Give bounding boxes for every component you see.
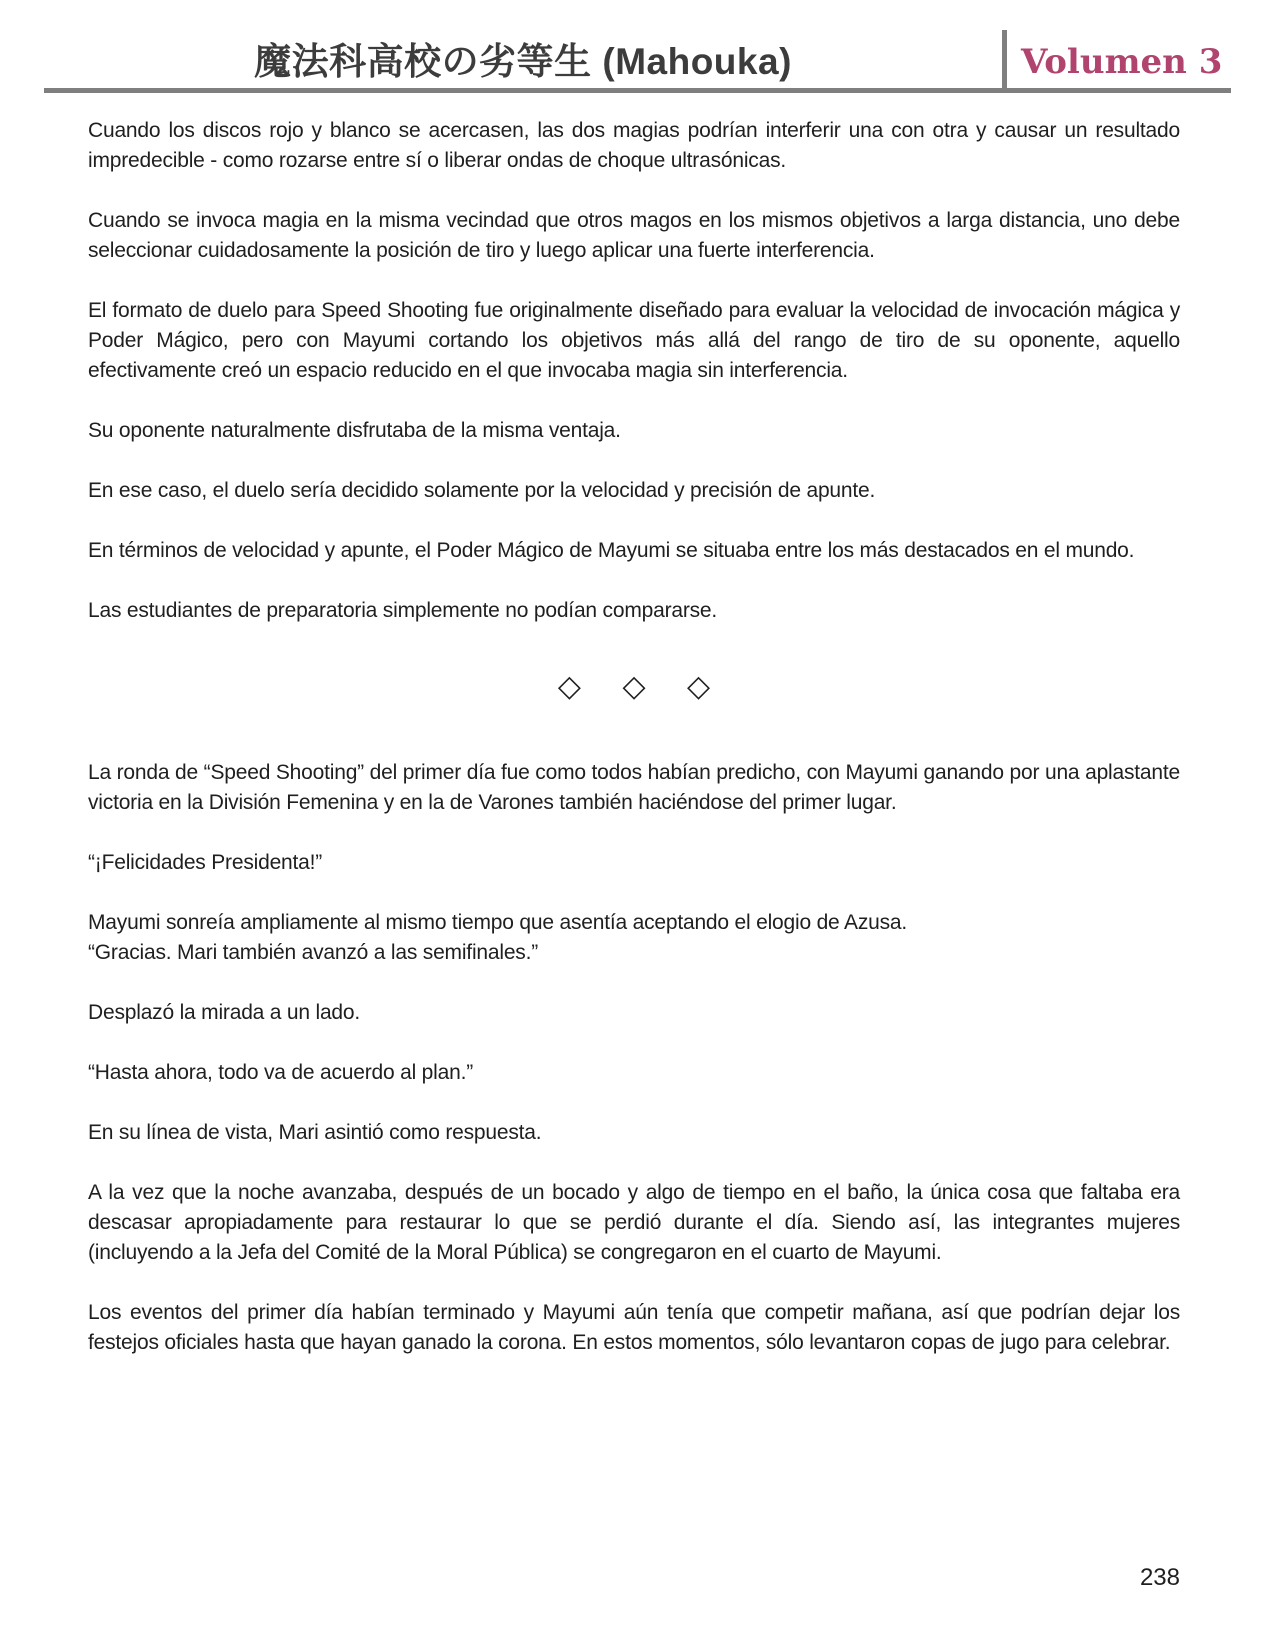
header-volume-cell — [1007, 42, 1231, 88]
paragraph: “Hasta ahora, todo va de acuerdo al plan.” — [88, 1061, 474, 1084]
paragraph: La ronda de “Speed Shooting” del primer día fue como todos habían predicho, con Mayumi ganando por una aplastante victoria en la División Femenina y en la de Varones también haciéndose del primer lugar. — [88, 761, 1180, 814]
volume-label: Volumen 3 — [1021, 42, 1223, 82]
paragraph: Mayumi sonreía ampliamente al mismo tiempo que asentía aceptando el elogio de Azusa. “Gracias. Mari también avanzó a las semifinales.” — [88, 911, 908, 964]
paragraph: Su oponente naturalmente disfrutaba de la misma ventaja. — [88, 419, 621, 442]
header-title-cell — [44, 43, 1002, 88]
page-number: 238 — [1139, 1564, 1180, 1591]
paragraph: En términos de velocidad y apunte, el Poder Mágico de Mayumi se situaba entre los más destacados en el mundo. — [88, 539, 1135, 562]
body-text — [88, 116, 1180, 1388]
paragraph: “¡Felicidades Presidenta!” — [88, 851, 323, 874]
paragraph: Cuando los discos rojo y blanco se acercasen, las dos magias podrían interferir una con otra y causar un resultado impredecible - como rozarse entre sí o liberar ondas de choque ultrasónicas. — [88, 119, 1180, 172]
paragraph: Cuando se invoca magia en la misma vecindad que otros magos en los mismos objetivos a larga distancia, uno debe seleccionar cuidadosamente la posición de tiro y luego aplicar una fuerte interferencia. — [88, 209, 1180, 262]
paragraph: El formato de duelo para Speed Shooting fue originalmente diseñado para evaluar la velocidad de invocación mágica y Poder Mágico, pero con Mayumi cortando los objetivos más allá del rango de tiro de su oponente, aquello efectivamente creó un espacio reducido en el que invocaba magia sin interferencia. — [88, 299, 1180, 382]
scene-break-separator: ◇ ◇ ◇ — [557, 669, 727, 704]
page-header — [44, 0, 1231, 93]
paragraph: En ese caso, el duelo sería decidido solamente por la velocidad y precisión de apunte. — [88, 479, 876, 502]
paragraph: En su línea de vista, Mari asintió como respuesta. — [88, 1121, 542, 1144]
paragraph: Desplazó la mirada a un lado. — [88, 1001, 361, 1024]
paragraph: Los eventos del primer día habían terminado y Mayumi aún tenía que competir mañana, así que podrían dejar los festejos oficiales hasta que hayan ganado la corona. En estos momentos, sólo levantaron copas de jugo para celebrar. — [88, 1301, 1180, 1354]
document-title: 魔法科高校の劣等生 (Mahouka) — [254, 41, 792, 83]
paragraph: Las estudiantes de preparatoria simplemente no podían compararse. — [88, 599, 718, 622]
paragraph: A la vez que la noche avanzaba, después de un bocado y algo de tiempo en el baño, la única cosa que faltaba era descasar apropiadamente para restaurar lo que se perdió durante el día. Siendo así, las integrantes mujeres (incluyendo a la Jefa del Comité de la Moral Pública) se congregaron en el cuarto de Mayumi. — [88, 1181, 1180, 1264]
